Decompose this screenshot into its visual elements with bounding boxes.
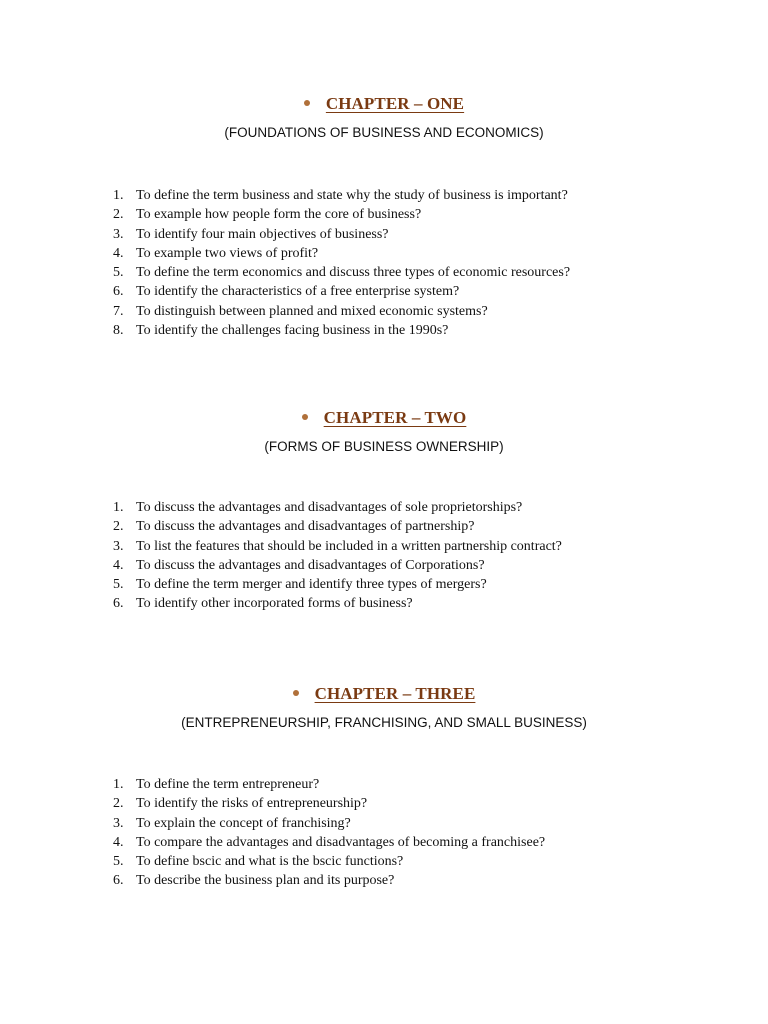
- item-number: 5.: [113, 577, 124, 593]
- list-item: [0, 537, 768, 556]
- list-item: [0, 852, 768, 871]
- item-text: To identify the risks of entrepreneurship?: [136, 796, 368, 812]
- list-item: [0, 186, 768, 205]
- chapter-subtitle: (FOUNDATIONS OF BUSINESS AND ECONOMICS): [224, 125, 544, 140]
- item-number: 5.: [113, 265, 124, 281]
- item-text: To discuss the advantages and disadvantages of partnership?: [136, 519, 475, 535]
- objectives-list-chapter-three: [0, 775, 768, 891]
- chapter-subtitle: (ENTREPRENEURSHIP, FRANCHISING, AND SMALL BUSINESS): [181, 715, 587, 730]
- chapter-subtitle: (FORMS OF BUSINESS OWNERSHIP): [264, 439, 504, 454]
- list-item: [0, 794, 768, 813]
- item-text: To list the features that should be included in a written partnership contract?: [136, 538, 562, 554]
- list-item: [0, 871, 768, 890]
- list-item: [0, 814, 768, 833]
- list-item: [0, 594, 768, 613]
- item-text: To example two views of profit?: [136, 245, 319, 261]
- item-text: To describe the business plan and its purpose?: [136, 873, 395, 889]
- item-number: 2.: [113, 519, 124, 535]
- item-text: To define bscic and what is the bscic functions?: [136, 854, 404, 870]
- item-number: 6.: [113, 873, 124, 889]
- item-text: To distinguish between planned and mixed economic systems?: [136, 303, 488, 319]
- chapter-one-section: [0, 92, 768, 140]
- item-number: 3.: [113, 226, 124, 242]
- item-number: 1.: [113, 188, 124, 203]
- item-number: 7.: [113, 303, 124, 319]
- item-text: To define the term business and state why the study of business is important?: [136, 188, 568, 203]
- item-number: 3.: [113, 815, 124, 831]
- item-number: 2.: [113, 207, 124, 223]
- list-item: [0, 282, 768, 301]
- item-number: 8.: [113, 323, 124, 339]
- item-text: To compare the advantages and disadvantages of becoming a franchisee?: [136, 834, 546, 850]
- item-text: To identify the characteristics of a free enterprise system?: [136, 284, 460, 300]
- item-text: To discuss the advantages and disadvantages of Corporations?: [136, 557, 485, 573]
- chapter-title: CHAPTER – ONE: [325, 94, 465, 113]
- chapter-heading: [0, 406, 768, 430]
- item-number: 3.: [113, 538, 124, 554]
- item-number: 6.: [113, 284, 124, 300]
- item-number: 2.: [113, 796, 124, 812]
- item-number: 4.: [113, 834, 124, 850]
- bullet-icon: [293, 690, 299, 696]
- item-text: To discuss the advantages and disadvantages of sole proprietorships?: [136, 500, 523, 515]
- item-text: To example how people form the core of business?: [136, 207, 422, 223]
- list-item: [0, 833, 768, 852]
- list-item: [0, 263, 768, 282]
- item-text: To explain the concept of franchising?: [136, 815, 351, 831]
- chapter-heading: [0, 682, 768, 706]
- objectives-list-chapter-one: [0, 186, 768, 340]
- bullet-icon: [304, 100, 310, 106]
- chapter-three-section: [0, 682, 768, 730]
- item-number: 6.: [113, 596, 124, 612]
- list-item: [0, 775, 768, 794]
- list-item: [0, 556, 768, 575]
- bullet-icon: [302, 414, 308, 420]
- objectives-list-chapter-two: [0, 498, 768, 614]
- list-item: [0, 517, 768, 536]
- list-item: [0, 575, 768, 594]
- list-item: [0, 498, 768, 517]
- item-text: To define the term economics and discuss three types of economic resources?: [136, 265, 571, 281]
- item-text: To define the term entrepreneur?: [136, 777, 320, 792]
- chapter-title: CHAPTER – TWO: [323, 408, 467, 427]
- item-number: 4.: [113, 245, 124, 261]
- item-number: 1.: [113, 777, 124, 792]
- item-text: To identify the challenges facing business in the 1990s?: [136, 323, 449, 339]
- list-item: [0, 244, 768, 263]
- item-number: 5.: [113, 854, 124, 870]
- list-item: [0, 321, 768, 340]
- chapter-heading: [0, 92, 768, 116]
- item-text: To define the term merger and identify three types of mergers?: [136, 577, 487, 593]
- chapter-title: CHAPTER – THREE: [314, 684, 476, 703]
- list-item: [0, 302, 768, 321]
- item-text: To identify four main objectives of business?: [136, 226, 389, 242]
- list-item: [0, 205, 768, 224]
- item-text: To identify other incorporated forms of business?: [136, 596, 413, 612]
- list-item: [0, 225, 768, 244]
- item-number: 4.: [113, 557, 124, 573]
- chapter-two-section: [0, 406, 768, 454]
- item-number: 1.: [113, 500, 124, 515]
